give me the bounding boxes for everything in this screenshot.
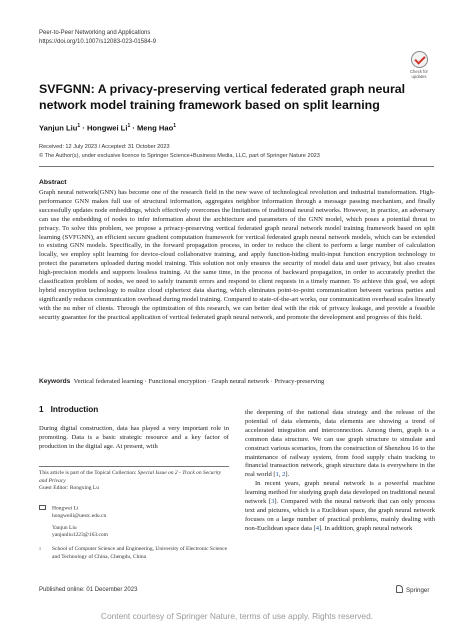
journal-header bbox=[39, 29, 156, 47]
section-title: Introduction bbox=[50, 405, 99, 414]
author-name[interactable]: Yanjun Liu bbox=[39, 123, 78, 133]
journal-name: Peer-to-Peer Networking and Applications bbox=[39, 30, 151, 36]
contact-name: Yanjun Liu bbox=[52, 524, 77, 531]
check-updates-icon bbox=[411, 51, 428, 68]
copyright-notice: © The Author(s), under exclusive licence to Springer Science+Business Media, LLC, part of Springer Nature 2023 bbox=[39, 152, 320, 159]
keywords-heading: Keywords bbox=[39, 378, 71, 385]
section-divider bbox=[39, 166, 434, 167]
contact-email[interactable]: hongweili@uestc.edu.cn bbox=[52, 513, 107, 520]
paragraph: In recent years, graph neural network is a powerful machine learning method for studying graph data developed on traditional neural network [3]. Compared with the neural network that can only process text and pictures, which is a Euclidean space, the graph neural network focuses on a large number of practical problems, mainly dealing with non-Euclidean space data [4]. In addition, graph neural network bbox=[245, 480, 435, 532]
paper-title: SVFGNN: A privacy-preserving vertical federated graph neural network model training framework based on split learning bbox=[39, 82, 406, 112]
special-issue-name: Special Issue on 2 - Track on Security and Privacy bbox=[39, 470, 222, 484]
section-number: 1 bbox=[39, 405, 44, 414]
citation-link[interactable]: 2 bbox=[282, 471, 286, 479]
abstract-heading: Abstract bbox=[39, 179, 67, 186]
courtesy-notice: Content courtesy of Springer Nature, terms of use apply. Rights reserved. bbox=[100, 611, 374, 621]
publication-dates bbox=[39, 143, 320, 160]
author-separator: · bbox=[130, 123, 137, 133]
affiliation-mark: 1 bbox=[39, 546, 41, 551]
citation-link[interactable]: 4 bbox=[315, 524, 319, 532]
author-separator: · bbox=[80, 123, 87, 133]
author-affiliation-mark: 1 bbox=[77, 123, 81, 129]
doi-link[interactable]: https://doi.org/10.1007/s12083-023-01584-9 bbox=[39, 39, 157, 45]
contact-name: Hongwei Li bbox=[52, 505, 79, 512]
affiliation-text: School of Computer Science and Engineering, University of Electronic Science and Technology of China, Chengdu, China bbox=[52, 546, 228, 560]
introduction-right-column bbox=[245, 409, 435, 534]
check-for-updates-badge[interactable] bbox=[404, 51, 434, 79]
envelope-icon bbox=[39, 505, 46, 510]
citation-link[interactable]: 1 bbox=[275, 471, 279, 479]
citation-link[interactable]: 3 bbox=[271, 498, 275, 506]
author-list bbox=[39, 123, 176, 133]
keywords-list: Vertical federated learning · Functional encryption · Graph neural network · Privacy-preserving bbox=[73, 378, 325, 385]
guest-editor: Guest Editor: Rongxing Lu bbox=[39, 485, 100, 492]
keywords bbox=[39, 378, 435, 387]
publisher-name: Springer bbox=[406, 587, 430, 594]
topical-collection-note: This article is part of the Topical Collection: Special Issue on 2 - Track on Security and Privacy Guest Editor: Rongxing Lu bbox=[39, 470, 229, 493]
received-accepted-dates: Received: 12 July 2023 / Accepted: 31 October 2023 bbox=[39, 144, 170, 150]
check-updates-label: Check for updates bbox=[410, 69, 428, 79]
footnote-divider bbox=[39, 466, 229, 467]
contact-email[interactable]: yanjunliu1223@163.com bbox=[52, 532, 108, 539]
publisher-logo bbox=[396, 585, 429, 594]
author-affiliation-mark: 1 bbox=[127, 123, 131, 129]
introduction-heading bbox=[39, 405, 98, 414]
springer-horse-icon bbox=[396, 585, 403, 593]
author-name[interactable]: Meng Hao bbox=[136, 123, 174, 133]
affiliation bbox=[39, 546, 229, 561]
author-name[interactable]: Hongwei Li bbox=[86, 123, 128, 133]
corresponding-authors bbox=[39, 505, 229, 540]
author-affiliation-mark: 1 bbox=[173, 123, 177, 129]
abstract-text: Graph neural network(GNN) has become one of the research field in the new wave of technological revolution and industrial transformation. High-performance GNN makes full use of structural information, aggregates neighbor information through a message passing mechanism, and finally successfully updates node embeddings, which effectively overcomes the limitations of traditional neural networks. However, in practice, an adversary can use the embedding of nodes to infer information about the architecture and parameters of the GNN model, which poses a potential threat to privacy. To solve this problem, we propose a privacy-preserving vertical federated graph neural network model training framework based on split learning (SVFGNN), an efficient secure gradient computation framework for vertical federated graph neural network models, which can be extended to existing GNN models. Specifically, in the forward propagation process, in order to reduce the client to perform a large number of calculation locally, we employ split learning for device-cloud collaborative training, and apply function-hiding multi-input function encryption technology to protect the parameters uploaded during model training. This solution not only ensures the security of model data and user privacy, but also creates high-precision models and supports lossless training. At the same time, in the process of backward propagation, in order to accurately predict the classification problem of nodes, we need to safely transmit errors and respond to client requests in a timely manner. To achieve this goal, we adopt hybrid encryption technology to realize cloud ciphertext data sharing, which eliminates point-to-point communication between various parties and significantly reduces communication overhead during model training. Compared to state-of-the-art works, our communication overhead scales linearly with the nu mber of clients. Through the optimization of this research, we can better deal with the risk of privacy leakage, and provide a feasible security guarantee for the practical application of vertical federated graph neural network, and promote the development and progress of this field. bbox=[39, 189, 435, 321]
introduction-left-column: During digital construction, data has played a very important role in promoting. Data is a basic strategic resource and a key factor of production in the digital age. At present, with bbox=[39, 425, 229, 450]
published-online-date: Published online: 01 December 2023 bbox=[39, 587, 138, 593]
paragraph: the deepening of the national data strategy and the release of the potential of data elements, data elements are showing a trend of accelerated integration and interconnection. Among them, graph is a common data structure. We can use graph structure to simulate and construct various scenarios, from the construction of Shenzhou 16 to the maintenance of railway system, from food supply chain tracking to financial transaction network, graph structure data is everywhere in the real world [1, 2]. bbox=[245, 409, 435, 479]
